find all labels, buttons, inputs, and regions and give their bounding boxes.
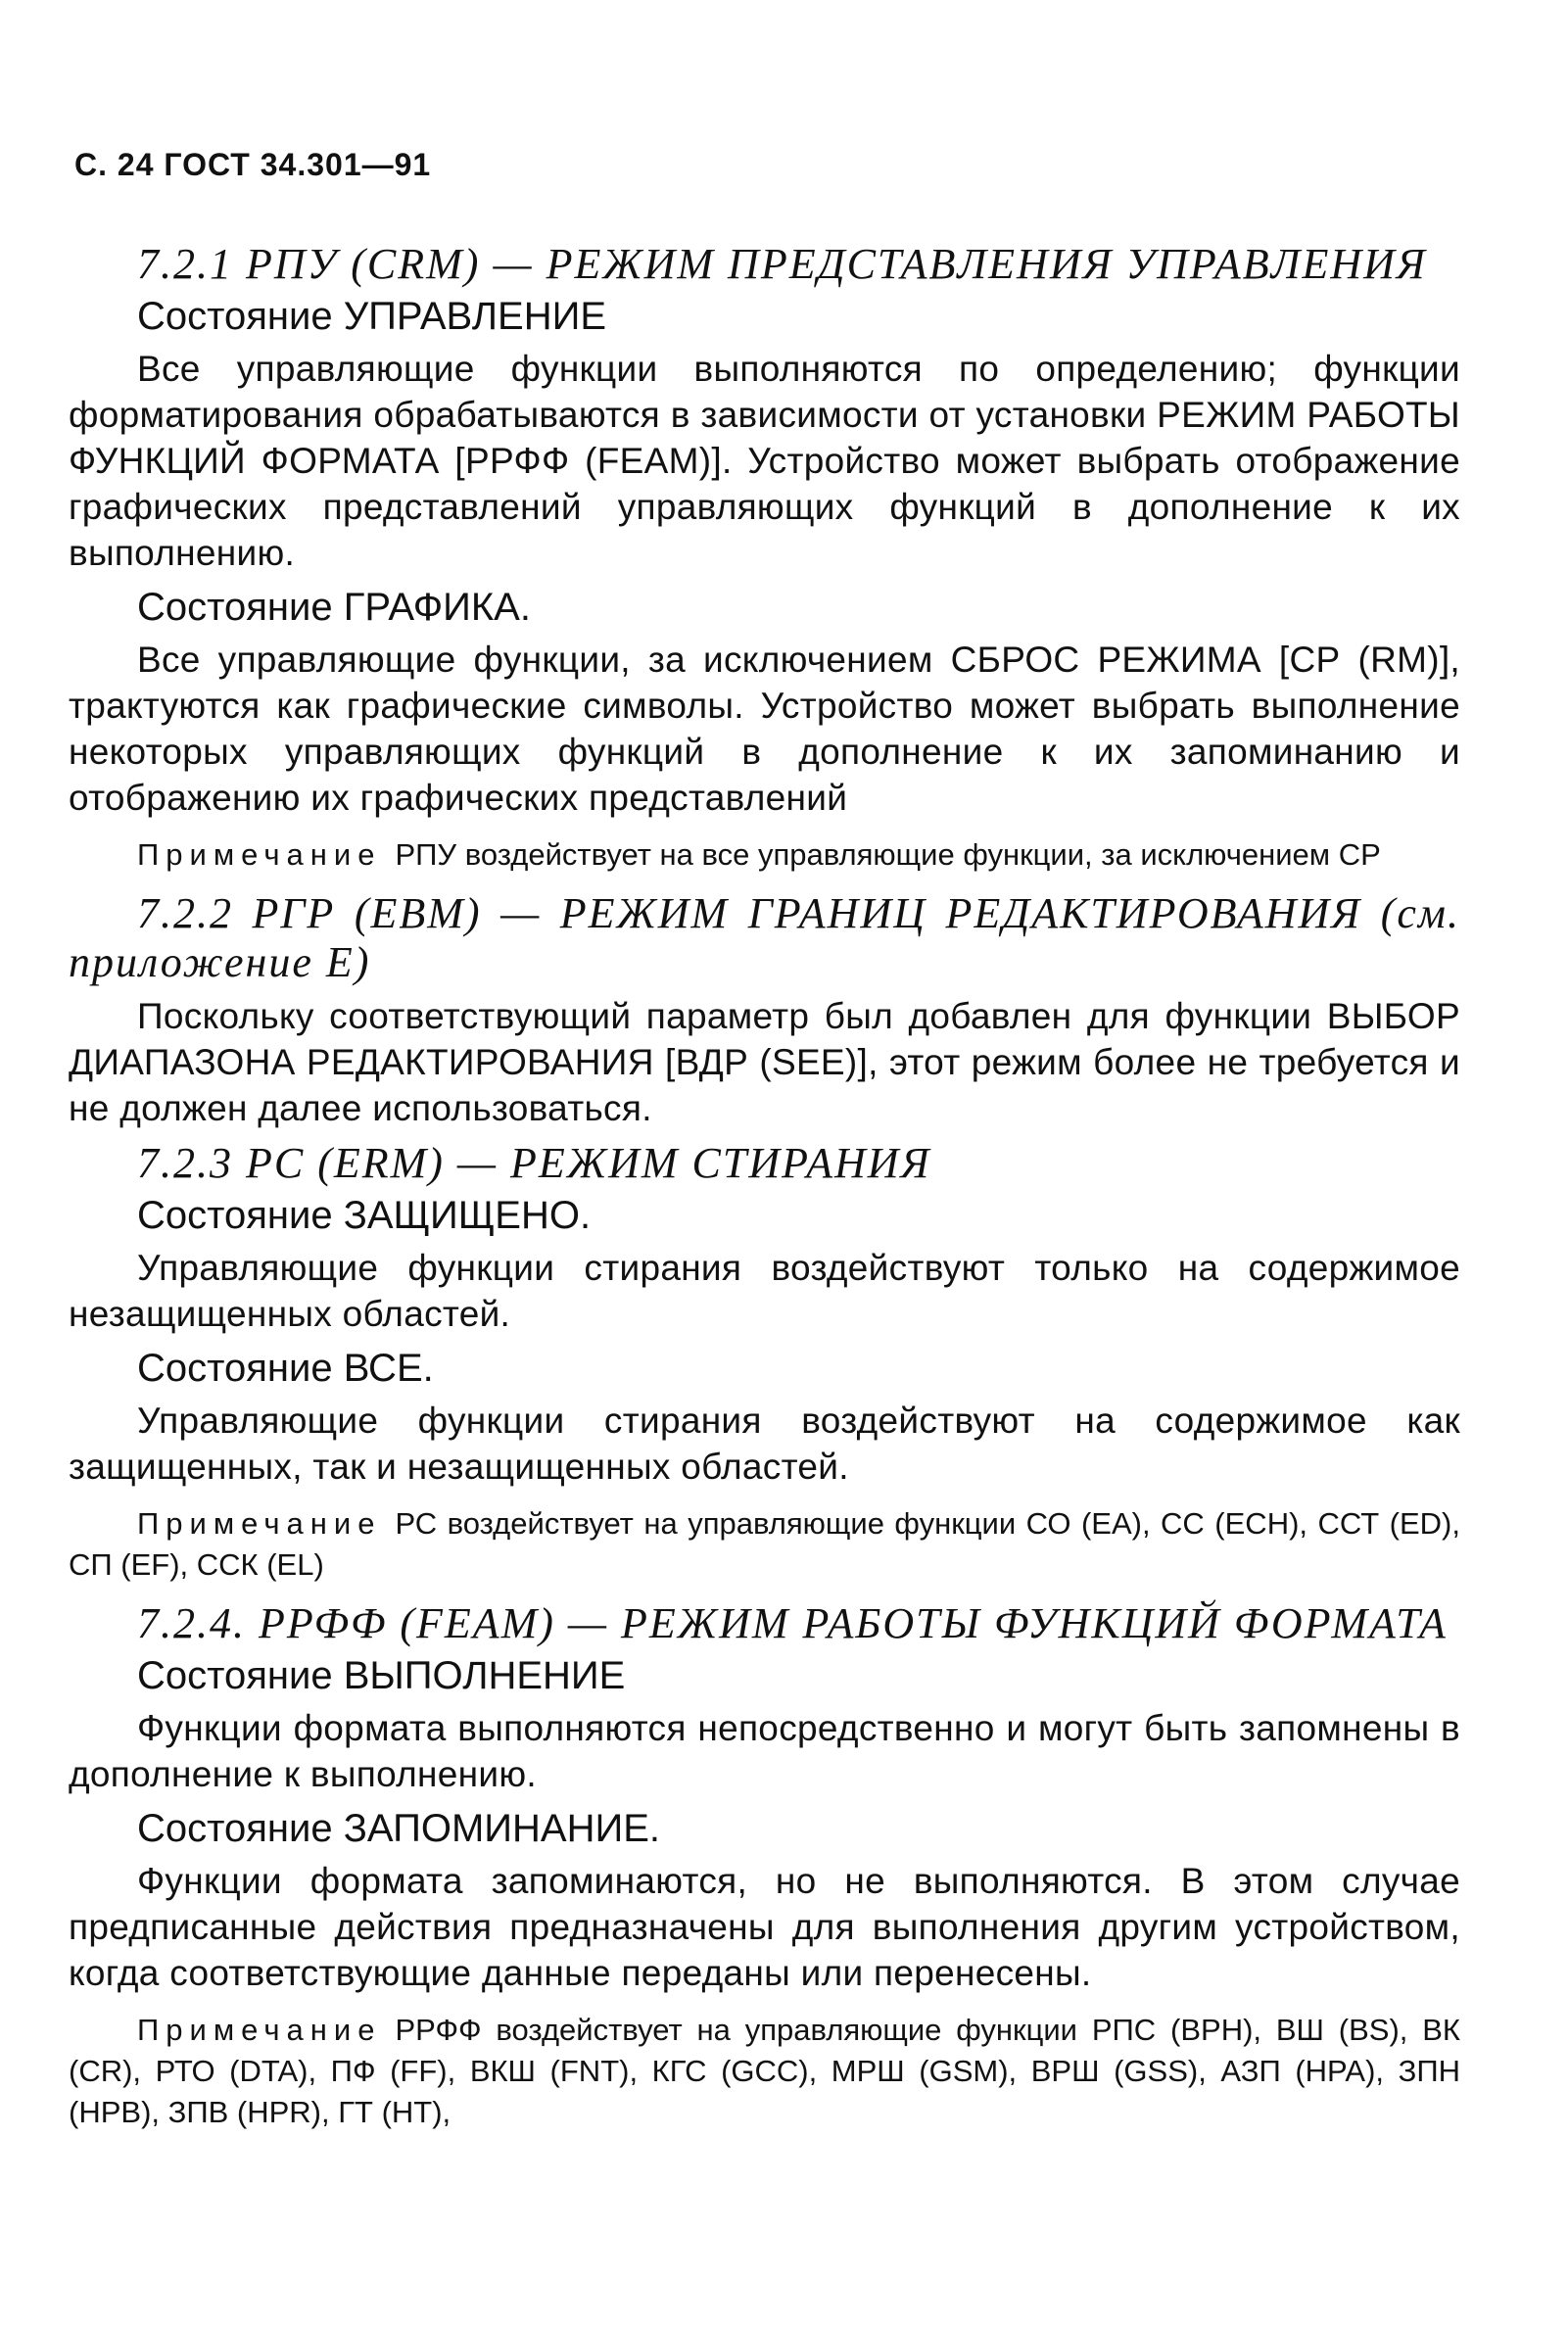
paragraph: Поскольку соответствующий параметр был добавлен для функции ВЫБОР ДИАПАЗОНА РЕДАКТИРОВАНИЯ [ВДР (SEE)], этот режим более не требуется и не должен далее использоваться. xyxy=(69,996,1460,1128)
note-label: Примечание xyxy=(137,2013,382,2047)
section-7-2-3 xyxy=(69,1139,1460,1586)
state-label: Состояние ГРАФИКА. xyxy=(137,586,531,629)
paragraph: Управляющие функции стирания воздействуют на содержимое как защищенных, так и незащищенных областей. xyxy=(69,1401,1460,1487)
section-heading: 7.2.3 РС (ERM) — РЕЖИМ СТИРАНИЯ xyxy=(137,1139,931,1187)
note xyxy=(69,2010,1460,2133)
section-7-2-1 xyxy=(69,240,1460,876)
paragraph: Все управляющие функции, за исключением СБРОС РЕЖИМА [СР (RM)], трактуются как графические символы. Устройство может выбрать выполнение некоторых управляющих функций в дополнение к их запоминанию и отображению их графических представлений xyxy=(69,640,1460,818)
paragraph: Функции формата запоминаются, но не выполняются. В этом случае предписанные действия предназначены для выполнения другим устройством, когда соответствующие данные переданы или перенесены. xyxy=(69,1861,1460,1993)
state-label: Состояние ВЫПОЛНЕНИЕ xyxy=(137,1654,626,1697)
note xyxy=(69,1503,1460,1586)
paragraph: Функции формата выполняются непосредственно и могут быть запомнены в дополнение к выполнению. xyxy=(69,1708,1460,1794)
note-label: Примечание xyxy=(137,1506,382,1541)
section-7-2-2 xyxy=(69,889,1460,1131)
state-label: Состояние ЗАПОМИНАНИЕ. xyxy=(137,1807,661,1850)
paragraph: Все управляющие функции выполняются по определению; функции форматирования обрабатываются в зависимости от установки РЕЖИМ РАБОТЫ ФУНКЦИЙ ФОРМАТА [РРФФ (FEAM)]. Устройство может выбрать отображение графических представлений управляющих функций в дополнение к их выполнению. xyxy=(69,349,1460,573)
note-label: Примечание xyxy=(137,837,382,872)
state-label: Состояние ЗАЩИЩЕНО. xyxy=(137,1194,592,1237)
page-header: С. 24 ГОСТ 34.301—91 xyxy=(74,147,432,182)
note xyxy=(69,834,1460,876)
paragraph: Управляющие функции стирания воздействуют только на содержимое незащищенных областей. xyxy=(69,1248,1460,1334)
section-heading: 7.2.4. РРФФ (FEAM) — РЕЖИМ РАБОТЫ ФУНКЦИЙ ФОРМАТА xyxy=(137,1599,1448,1647)
section-heading: 7.2.1 РПУ (CRM) — РЕЖИМ ПРЕДСТАВЛЕНИЯ УПРАВЛЕНИЯ xyxy=(137,240,1427,288)
state-label: Состояние УПРАВЛЕНИЕ xyxy=(137,295,607,338)
section-7-2-4 xyxy=(69,1599,1460,2133)
note-text: РРФФ воздействует на управляющие функции РПС (BPH), ВШ (BS), ВК (CR), РТО (DTA), ПФ (FF), ВКШ (FNT), КГС (GCC), МРШ (GSM), ВРШ (GSS), АЗП (HPA), ЗПН (HPB), ЗПВ (HPR), ГТ (HT), xyxy=(69,2013,1460,2129)
state-label: Состояние ВСЕ. xyxy=(137,1347,434,1390)
note-text: РПУ воздействует на все управляющие функции, за исключением СР xyxy=(395,837,1381,872)
note-text: РС воздействует на управляющие функции СО (ЕА), СС (ECH), ССТ (ED), СП (EF), ССК (EL) xyxy=(69,1506,1460,1582)
section-heading: 7.2.2 РГР (EBM) — РЕЖИМ ГРАНИЦ РЕДАКТИРОВАНИЯ (см. приложение Е) xyxy=(69,889,1460,986)
